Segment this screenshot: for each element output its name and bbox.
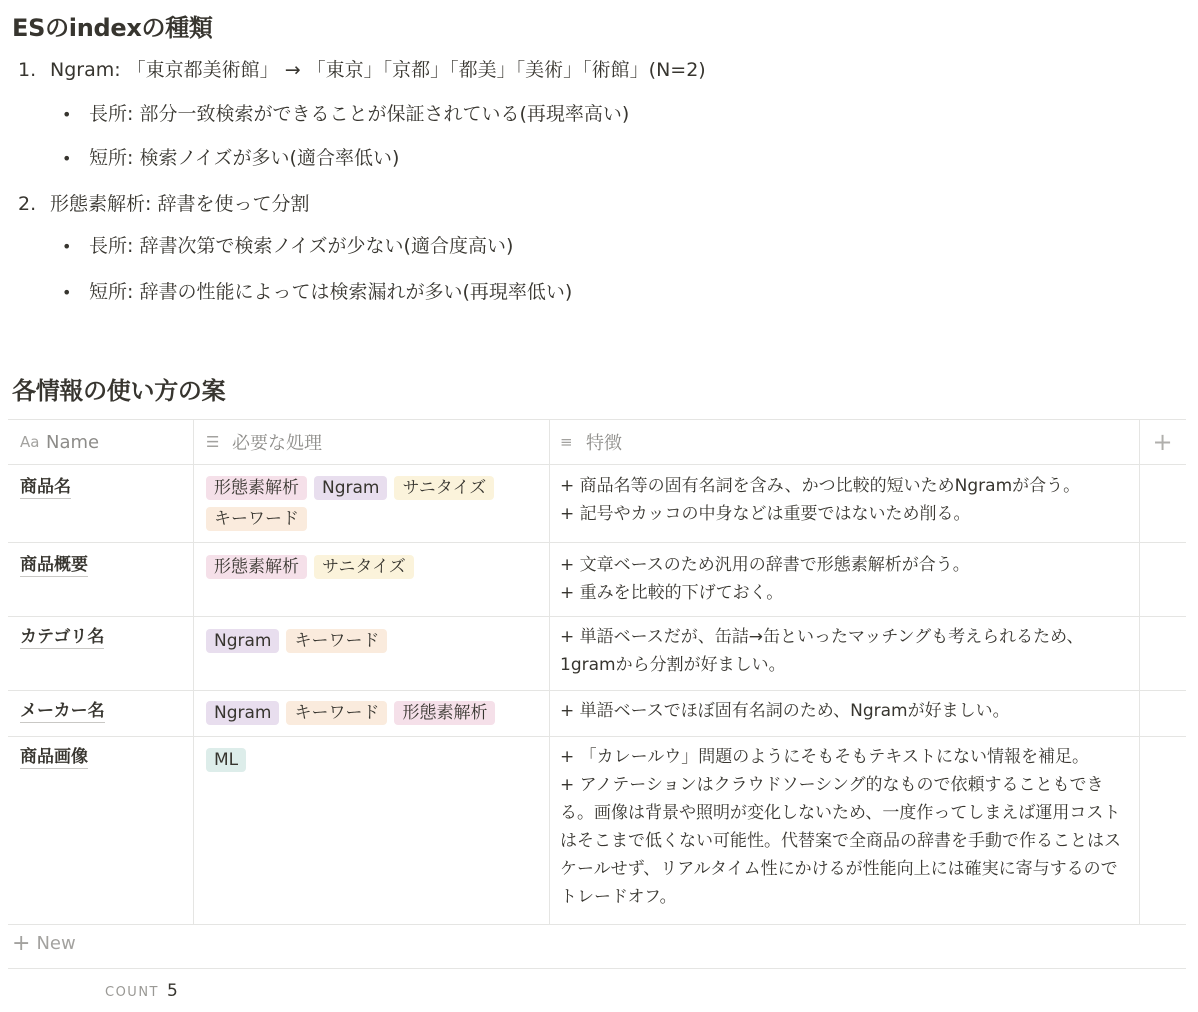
features-cell[interactable] [560,697,1130,725]
row-name-cell[interactable]: カテゴリ名 [20,627,105,647]
tags-cell[interactable] [206,476,536,538]
tag: ML [206,748,246,772]
column-header-processing[interactable] [206,419,322,465]
count-value: 5 [167,981,178,1001]
tags-cell[interactable] [206,748,536,779]
tag: Ngram [206,629,279,653]
bullet-item [62,232,513,261]
tag: キーワード [206,507,307,531]
list-number: 1. [18,59,37,81]
bullet-icon: • [62,237,72,256]
tag: Ngram [314,476,387,500]
bullet-item [62,144,399,173]
bullet-item [62,278,572,307]
plus-icon: + [12,931,31,956]
row-count [105,981,178,1001]
feature-line: + 「カレールウ」問題のようにそもそもテキストにない情報を補足。 [560,747,1089,767]
tag: サニタイズ [394,476,494,500]
column-header-name[interactable] [20,419,99,465]
features-cell[interactable] [560,551,1130,607]
feature-line: + アノテーションはクラウドソーシング的なもので依頼することもできる。画像は背景や照明が変化しないため、一度作ってしまえば運用コストはそこまで低くない可能性。代替案で全商品の辞書を手動で作ることはスケールせず、リアルタイム性にかけるが性能向上には確実に寄与するのでトレードオフ。 [560,775,1121,907]
bullet-item [62,100,629,129]
bullet-text: 長所: 辞書次第で検索ノイズが少ない(適合度高い) [89,235,514,257]
index-types-heading: ESのindexの種類 [12,14,213,42]
column-label: 必要な処理 [232,433,322,454]
feature-line: + 重みを比較的下げておく。 [560,583,784,603]
row-name-cell[interactable]: 商品画像 [20,747,88,767]
list-number: 2. [18,193,37,215]
bullet-text: 短所: 検索ノイズが多い(適合率低い) [89,147,400,169]
bullet-icon: • [62,283,72,302]
feature-line: + 単語ベースだが、缶詰→缶といったマッチングも考えられるため、1gramから分割が好ましい。 [560,627,1084,675]
new-row-label: New [36,933,76,954]
column-label: Name [46,431,100,453]
tag: 形態素解析 [206,555,307,579]
count-label: COUNT [105,985,159,1000]
features-cell[interactable] [560,623,1120,679]
tags-cell[interactable] [206,701,536,732]
bullet-text: 短所: 辞書の性能によっては検索漏れが多い(再現率低い) [89,281,573,303]
tag: 形態素解析 [206,476,307,500]
list-item-text: Ngram: 「東京都美術館」 → 「東京」「京都」「都美」「美術」「術館」(N=2) [50,59,706,81]
new-row-button[interactable] [12,931,76,956]
features-cell[interactable] [560,743,1126,911]
add-property-button[interactable]: + [1152,428,1173,456]
feature-line: + 文章ベースのため汎用の辞書で形態素解析が合う。 [560,555,970,575]
row-name-cell[interactable]: 商品概要 [20,555,88,575]
bullet-icon: • [62,105,72,124]
row-name-cell[interactable]: メーカー名 [20,701,105,721]
tag: キーワード [286,701,387,725]
column-label: 特徴 [586,433,622,454]
bullet-text: 長所: 部分一致検索ができることが保証されている(再現率高い) [89,103,630,125]
multi-select-property-icon: ☰ [206,433,220,451]
bullet-icon: • [62,149,72,168]
feature-line: + 商品名等の固有名詞を含み、かつ比較的短いためNgramが合う。 [560,476,1081,496]
list-item-text: 形態素解析: 辞書を使って分割 [50,193,310,215]
tag: Ngram [206,701,279,725]
tag: サニタイズ [314,555,414,579]
feature-line: + 記号やカッコの中身などは重要ではないため削る。 [560,504,971,524]
feature-line: + 単語ベースでほぼ固有名詞のため、Ngramが好ましい。 [560,701,1010,721]
tags-cell[interactable] [206,629,536,660]
row-name-cell[interactable]: 商品名 [20,477,71,497]
column-header-features[interactable] [560,419,622,465]
title-property-icon: Aa [20,433,40,451]
list-item-ngram [18,56,706,84]
tag: キーワード [286,629,387,653]
tag: 形態素解析 [394,701,495,725]
tags-cell[interactable] [206,555,536,586]
text-property-icon: ≡ [560,433,573,451]
list-item-morphological [18,190,309,218]
features-cell[interactable] [560,472,1130,528]
usage-plan-heading: 各情報の使い方の案 [12,377,226,405]
